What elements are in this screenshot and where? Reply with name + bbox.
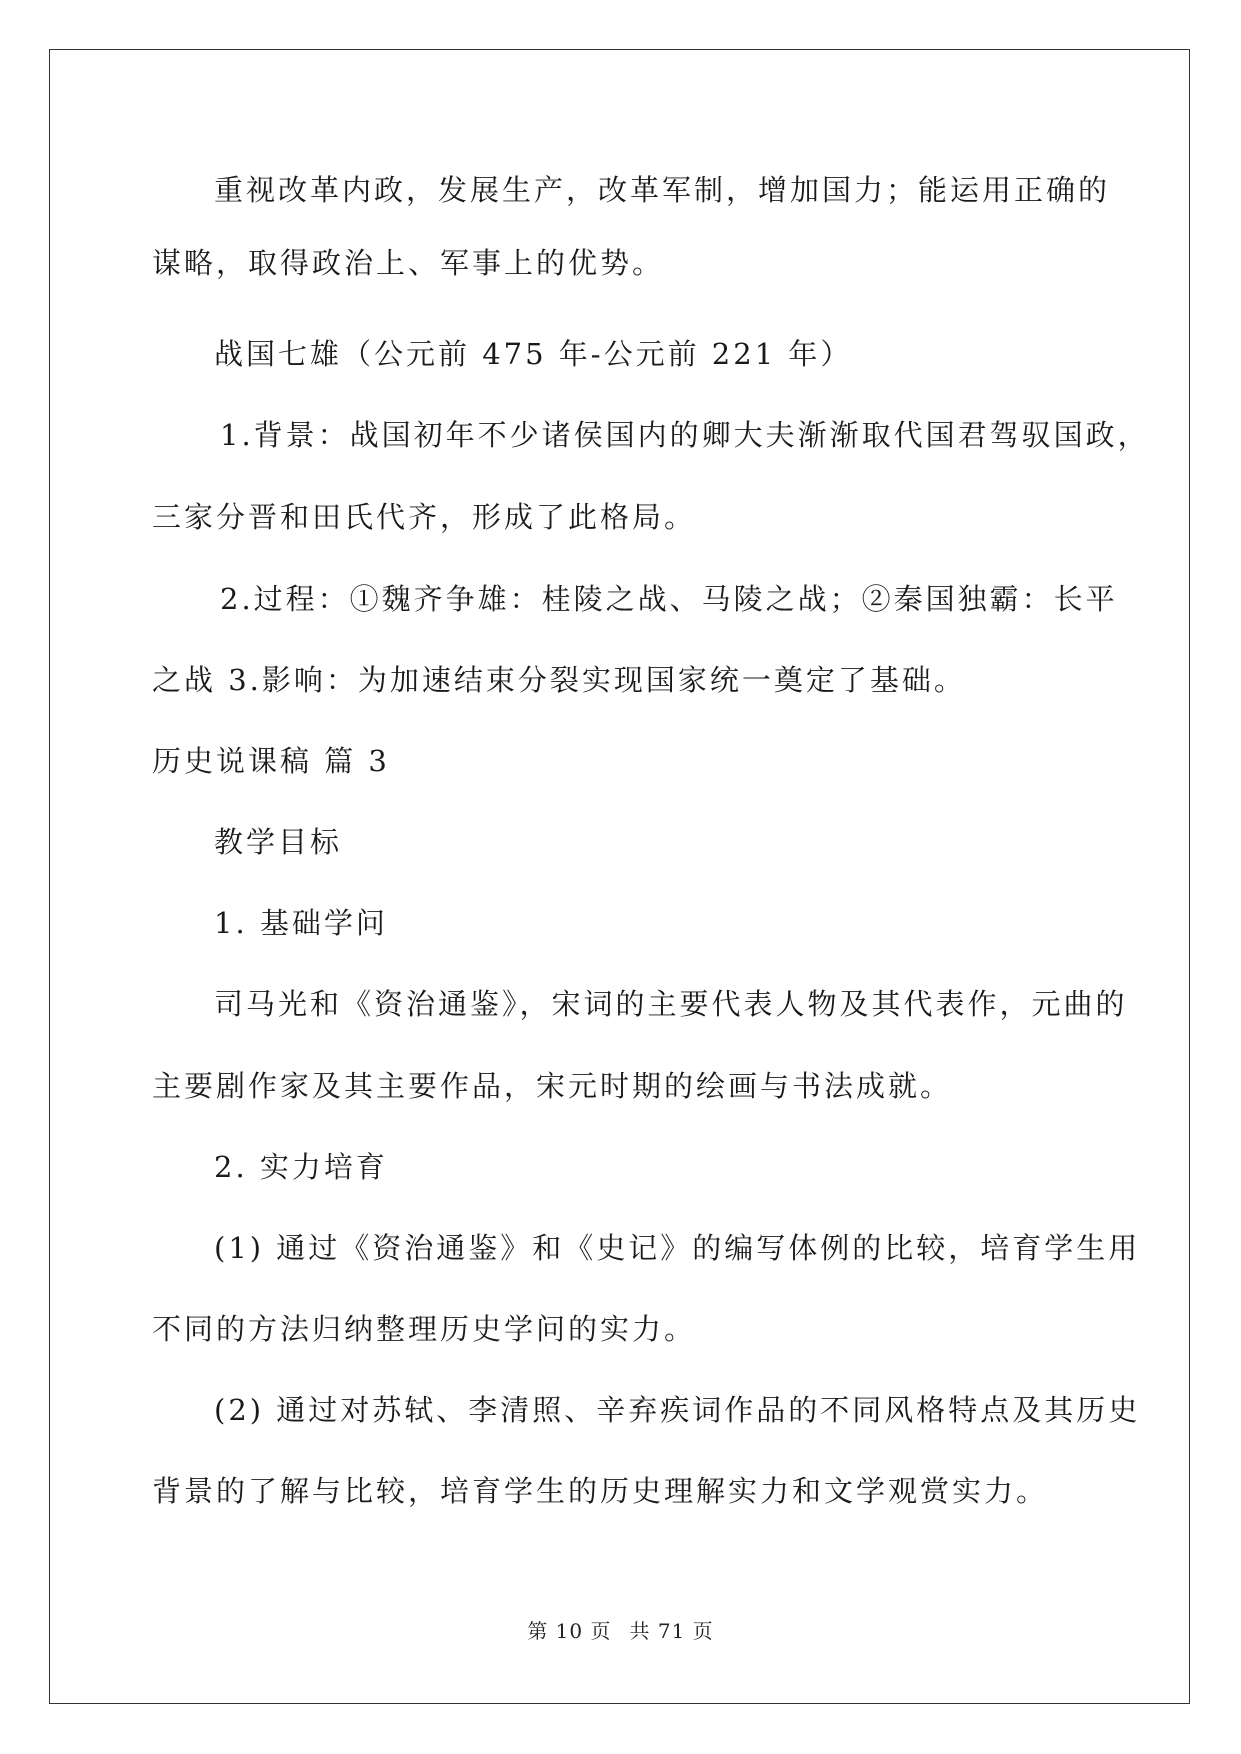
paragraph-line: 1.背景：战国初年不少诸侯国内的卿大夫渐渐取代国君驾驭国政，	[220, 418, 1150, 452]
paragraph-line: 背景的了解与比较，培育学生的历史理解实力和文学观赏实力。	[152, 1474, 1049, 1508]
page-number: 第 10 页	[527, 1619, 612, 1643]
paragraph-line: (1) 通过《资治通鉴》和《史记》的编写体例的比较，培育学生用	[214, 1231, 1141, 1265]
paragraph-line: (2) 通过对苏轼、李清照、辛弃疾词作品的不同风格特点及其历史	[214, 1393, 1141, 1427]
subsection-heading: 1. 基础学问	[214, 906, 388, 940]
paragraph-line: 主要剧作家及其主要作品，宋元时期的绘画与书法成就。	[152, 1069, 953, 1103]
paragraph-line: 司马光和《资治通鉴》，宋词的主要代表人物及其代表作，元曲的	[214, 987, 1128, 1021]
section-heading: 战国七雄（公元前 475 年-公元前 221 年）	[214, 337, 853, 371]
page-total: 共 71 页	[629, 1619, 714, 1643]
paragraph-line: 谋略，取得政治上、军事上的优势。	[152, 246, 665, 280]
paragraph-line: 不同的方法归纳整理历史学问的实力。	[152, 1312, 697, 1346]
paragraph-line: 2.过程：①魏齐争雄：桂陵之战、马陵之战；②秦国独霸：长平	[220, 582, 1118, 616]
page-footer	[0, 1618, 1241, 1644]
paragraph-line: 三家分晋和田氏代齐，形成了此格局。	[152, 500, 697, 534]
article-title: 历史说课稿 篇 3	[152, 744, 390, 778]
section-heading: 教学目标	[214, 825, 343, 859]
paragraph-line: 之战 3.影响：为加速结束分裂实现国家统一奠定了基础。	[152, 663, 966, 697]
page-border	[49, 49, 1190, 1704]
subsection-heading: 2. 实力培育	[214, 1150, 388, 1184]
paragraph-line: 重视改革内政，发展生产，改革军制，增加国力；能运用正确的	[214, 173, 1111, 207]
